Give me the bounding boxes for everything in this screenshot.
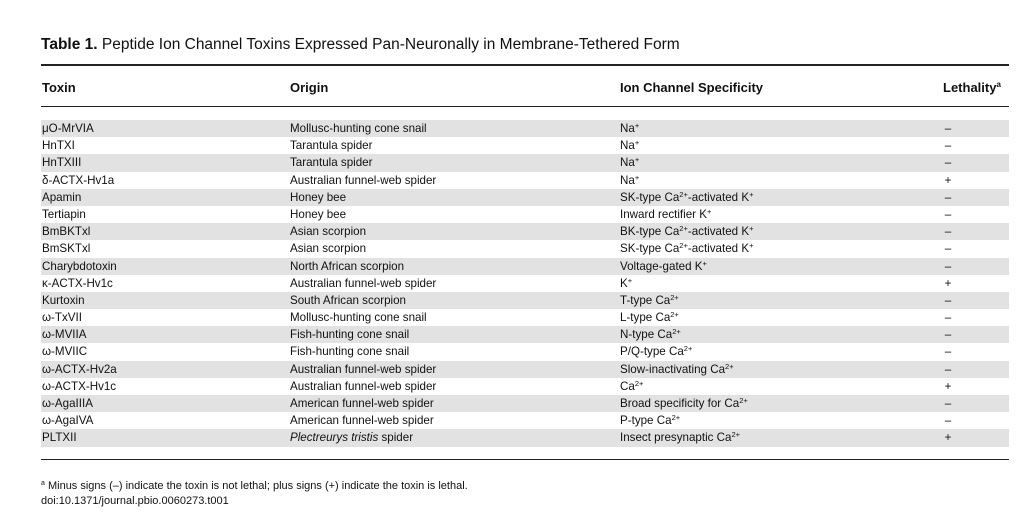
cell-specificity-charge: + xyxy=(749,189,754,199)
table-row xyxy=(41,137,1009,154)
table-row xyxy=(41,223,1009,240)
cell-specificity-text: N-type Ca xyxy=(620,328,673,342)
table-row xyxy=(41,172,1009,189)
cell-origin xyxy=(290,260,404,273)
table-header xyxy=(41,80,1009,98)
cell-specificity-text: Broad specificity for Ca xyxy=(620,397,740,410)
cell-origin xyxy=(290,277,436,290)
cell-specificity-tail: -activated K xyxy=(687,190,750,204)
cell-origin xyxy=(290,156,373,169)
cell-specificity-text: Na xyxy=(620,173,635,187)
header-lethality-label: Lethality xyxy=(943,80,997,95)
cell-lethality: – xyxy=(944,397,952,410)
cell-origin-text: spider xyxy=(378,431,414,445)
cell-toxin: HnTXIII xyxy=(42,156,82,170)
cell-specificity xyxy=(620,225,753,238)
cell-lethality: – xyxy=(944,207,952,221)
cell-specificity-charge: 2+ xyxy=(679,189,688,199)
table-row xyxy=(41,343,1009,360)
cell-toxin: BmSKTxl xyxy=(42,242,91,256)
cell-toxin: HnTXI xyxy=(42,139,75,153)
table-row xyxy=(41,326,1009,343)
cell-lethality: – xyxy=(944,190,952,204)
cell-toxin: ω-AgaIIIA xyxy=(42,397,93,410)
cell-specificity-text: SK-type Ca xyxy=(620,242,680,256)
cell-specificity xyxy=(620,380,643,393)
cell-specificity xyxy=(620,208,711,221)
table-caption xyxy=(41,36,680,54)
cell-lethality: + xyxy=(944,379,952,393)
cell-specificity xyxy=(620,311,679,324)
cell-specificity-charge: + xyxy=(634,172,640,182)
cell-lethality: – xyxy=(944,122,952,135)
cell-specificity xyxy=(620,328,681,341)
cell-specificity-text: Na xyxy=(620,139,635,153)
cell-specificity-charge: 2+ xyxy=(679,224,688,234)
cell-specificity xyxy=(620,431,740,444)
cell-specificity xyxy=(620,260,707,273)
cell-specificity-charge: + xyxy=(706,206,712,216)
header-lethality xyxy=(943,80,1001,95)
cell-origin xyxy=(290,174,436,187)
cell-origin xyxy=(290,311,427,324)
cell-origin-species: Plectreurys tristis xyxy=(290,431,379,445)
cell-origin xyxy=(290,380,436,393)
cell-origin-text: Honey bee xyxy=(290,207,347,221)
cell-lethality: – xyxy=(944,242,952,256)
table-body xyxy=(41,120,1009,447)
cell-specificity-text: Inward rectifier K xyxy=(620,207,707,221)
cell-specificity xyxy=(620,174,639,187)
table-row xyxy=(41,258,1009,275)
cell-lethality: – xyxy=(944,139,952,153)
cell-specificity-charge: 2+ xyxy=(683,344,693,354)
cell-specificity xyxy=(620,139,639,152)
cell-specificity-text: Slow-inactivating Ca xyxy=(620,362,726,376)
cell-lethality: – xyxy=(944,293,952,307)
cell-specificity-charge: + xyxy=(634,121,640,130)
cell-origin xyxy=(290,242,366,255)
cell-specificity-text: Ca xyxy=(620,379,635,393)
cell-origin xyxy=(290,397,434,410)
header-lethality-footnote-marker: a xyxy=(996,80,1001,89)
cell-origin-text: Tarantula spider xyxy=(290,156,373,170)
cell-toxin: Apamin xyxy=(42,190,82,204)
cell-origin-text: American funnel-web spider xyxy=(290,414,434,428)
cell-origin-text: Mollusc-hunting cone snail xyxy=(290,311,427,325)
cell-specificity-text: Na xyxy=(620,156,635,170)
cell-specificity-text: K xyxy=(620,276,628,290)
table-label: Table 1. xyxy=(41,36,98,53)
cell-origin-text: Honey bee xyxy=(290,190,347,204)
cell-toxin: Charybdotoxin xyxy=(42,259,117,273)
table-row xyxy=(41,206,1009,223)
cell-origin-text: Asian scorpion xyxy=(290,225,367,239)
cell-toxin: Kurtoxin xyxy=(42,293,85,307)
table-title: Peptide Ion Channel Toxins Expressed Pan-Neuronally in Membrane-Tethered Form xyxy=(101,36,680,53)
cell-specificity-text: T-type Ca xyxy=(620,293,671,307)
cell-specificity-charge: 2+ xyxy=(634,378,644,388)
cell-specificity-charge: + xyxy=(634,138,640,148)
cell-lethality: – xyxy=(944,414,952,428)
cell-specificity-charge: 2+ xyxy=(670,310,679,320)
cell-origin xyxy=(290,328,409,341)
cell-toxin: ω-TxVII xyxy=(42,311,82,325)
cell-lethality: – xyxy=(944,225,952,239)
table-row xyxy=(41,275,1009,292)
footnote-marker: a xyxy=(41,480,45,487)
cell-origin xyxy=(290,345,409,358)
cell-specificity-charge: + xyxy=(749,224,754,234)
cell-origin-text: Australian funnel-web spider xyxy=(290,276,437,290)
header-specificity: Ion Channel Specificity xyxy=(620,80,764,95)
cell-toxin: BmBKTxl xyxy=(42,225,91,239)
cell-specificity xyxy=(620,242,753,255)
cell-origin-text: American funnel-web spider xyxy=(290,397,434,410)
cell-lethality: – xyxy=(944,156,952,170)
cell-origin-text: Australian funnel-web spider xyxy=(290,362,437,376)
cell-specificity-charge: 2+ xyxy=(739,396,748,405)
cell-specificity-charge: + xyxy=(634,155,640,165)
cell-specificity-charge: 2+ xyxy=(725,361,734,371)
header-toxin: Toxin xyxy=(42,80,76,95)
cell-origin xyxy=(290,431,413,444)
cell-specificity xyxy=(620,363,734,376)
cell-toxin: ω-AgaIVA xyxy=(42,414,94,428)
cell-specificity-text: L-type Ca xyxy=(620,311,671,325)
bottom-rule xyxy=(41,459,1009,460)
table-row xyxy=(41,309,1009,326)
cell-origin xyxy=(290,294,406,307)
table-row xyxy=(41,120,1009,137)
cell-toxin: κ-ACTX-Hv1c xyxy=(42,276,113,290)
cell-lethality: + xyxy=(944,173,952,187)
cell-specificity xyxy=(620,294,679,307)
cell-origin xyxy=(290,139,373,152)
table-footnote xyxy=(41,480,468,492)
table-row xyxy=(41,412,1009,429)
table-row xyxy=(41,395,1009,412)
cell-toxin: ω-MVIIA xyxy=(42,328,87,342)
cell-origin xyxy=(290,208,346,221)
table-row xyxy=(41,429,1009,446)
cell-origin-text: Asian scorpion xyxy=(290,242,367,256)
cell-origin xyxy=(290,122,427,135)
cell-specificity xyxy=(620,414,680,427)
table-row xyxy=(41,292,1009,309)
cell-lethality: – xyxy=(944,345,952,359)
cell-specificity xyxy=(620,191,753,204)
cell-lethality: – xyxy=(944,362,952,376)
cell-specificity-charge: 2+ xyxy=(671,413,681,423)
cell-specificity-text: P/Q-type Ca xyxy=(620,345,684,359)
footnote-text: Minus signs (–) indicate the toxin is not lethal; plus signs (+) indicate the toxin is lethal. xyxy=(47,480,468,492)
cell-specificity-text: Insect presynaptic Ca xyxy=(620,431,732,445)
table-doi: doi:10.1371/journal.pbio.0060273.t001 xyxy=(41,495,229,507)
table-row xyxy=(41,189,1009,206)
table-row xyxy=(41,154,1009,171)
table-row xyxy=(41,361,1009,378)
cell-toxin: μO-MrVIA xyxy=(42,122,94,135)
cell-specificity xyxy=(620,156,639,169)
cell-origin xyxy=(290,414,434,427)
cell-toxin: ω-ACTX-Hv1c xyxy=(42,379,117,393)
cell-origin-text: Fish-hunting cone snail xyxy=(290,328,410,342)
cell-origin-text: South African scorpion xyxy=(290,293,407,307)
cell-specificity xyxy=(620,277,632,290)
cell-specificity-tail: -activated K xyxy=(687,242,750,256)
table-row xyxy=(41,378,1009,395)
cell-specificity-charge: + xyxy=(749,241,754,251)
cell-toxin: Tertiapin xyxy=(42,207,86,221)
cell-lethality: – xyxy=(944,259,952,273)
header-origin: Origin xyxy=(290,80,329,95)
cell-specificity-charge: 2+ xyxy=(731,430,741,440)
table-row xyxy=(41,240,1009,257)
cell-toxin: PLTXII xyxy=(42,431,77,445)
cell-toxin: δ-ACTX-Hv1a xyxy=(42,173,115,187)
cell-origin-text: Australian funnel-web spider xyxy=(290,173,437,187)
cell-specificity-charge: 2+ xyxy=(672,327,681,337)
cell-origin-text: Tarantula spider xyxy=(290,139,373,153)
cell-origin xyxy=(290,225,366,238)
cell-specificity-tail: -activated K xyxy=(687,225,750,239)
cell-origin-text: Fish-hunting cone snail xyxy=(290,345,410,359)
cell-specificity-charge: + xyxy=(627,275,633,285)
cell-specificity-charge: 2+ xyxy=(670,292,679,302)
header-rule xyxy=(41,106,1009,107)
cell-specificity xyxy=(620,122,639,135)
cell-origin-text: Australian funnel-web spider xyxy=(290,379,437,393)
cell-specificity-text: Voltage-gated K xyxy=(620,259,703,273)
cell-origin-text: North African scorpion xyxy=(290,259,405,273)
cell-lethality: + xyxy=(944,276,952,290)
cell-specificity-text: SK-type Ca xyxy=(620,190,680,204)
cell-origin xyxy=(290,191,346,204)
cell-toxin: ω-MVIIC xyxy=(42,345,88,359)
cell-specificity-charge: 2+ xyxy=(679,241,688,251)
cell-toxin: ω-ACTX-Hv2a xyxy=(42,362,117,376)
cell-specificity-text: P-type Ca xyxy=(620,414,672,428)
cell-specificity-text: BK-type Ca xyxy=(620,225,680,239)
cell-specificity xyxy=(620,397,748,410)
cell-specificity xyxy=(620,345,692,358)
cell-lethality: + xyxy=(944,431,952,445)
cell-origin xyxy=(290,363,436,376)
cell-origin-text: Mollusc-hunting cone snail xyxy=(290,122,427,135)
cell-lethality: – xyxy=(944,328,952,342)
top-rule xyxy=(41,64,1009,66)
cell-specificity-text: Na xyxy=(620,122,635,135)
cell-specificity-charge: + xyxy=(702,258,707,268)
cell-lethality: – xyxy=(944,311,952,325)
